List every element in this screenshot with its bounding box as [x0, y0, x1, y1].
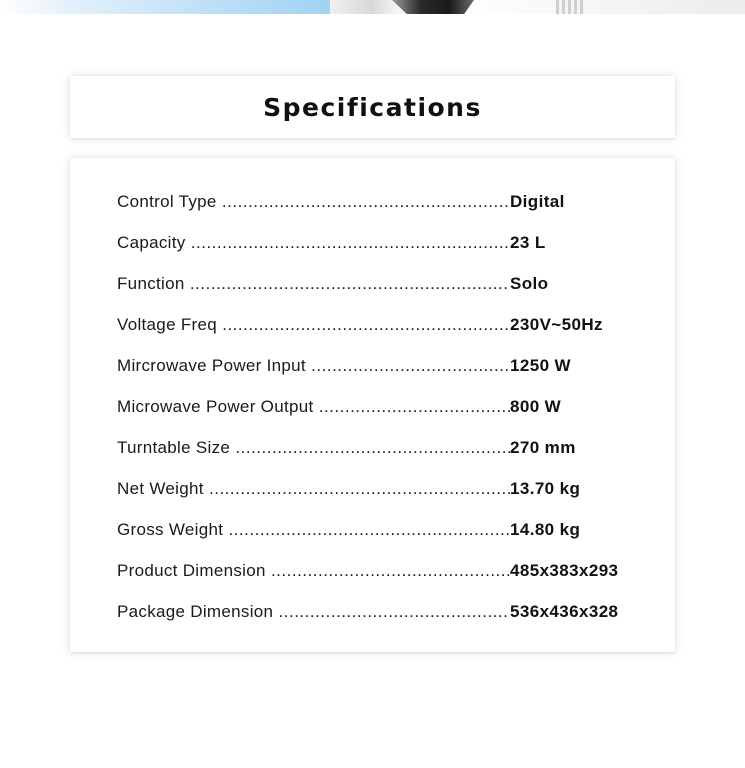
spec-row-control-type: [117, 188, 637, 229]
spec-label: Function .....: [117, 270, 510, 298]
spec-row-product-dimension: [117, 557, 637, 598]
spec-label: Capacity .....: [117, 229, 510, 257]
spec-label: Net Weight .....: [117, 475, 510, 503]
microwave-vent: [556, 0, 584, 14]
photo-background: [0, 0, 340, 14]
spec-row-function: [117, 270, 637, 311]
spec-row-turntable-size: [117, 434, 637, 475]
spec-value: 536x436x328: [510, 602, 619, 621]
spec-row-voltage-freq: [117, 311, 637, 352]
spec-value: 270 mm: [510, 438, 576, 457]
spec-row-capacity: [117, 229, 637, 270]
title-card: [70, 76, 675, 138]
spec-label: Microwave Power Output .....: [117, 393, 510, 421]
spec-label: Voltage Freq .....: [117, 311, 510, 339]
spec-row-net-weight: [117, 475, 637, 516]
specs-card: [70, 158, 675, 652]
spec-list: [117, 188, 637, 639]
spec-value: 14.80 kg: [510, 520, 581, 539]
microwave-body-edge: [330, 0, 745, 14]
spec-value: 800 W: [510, 397, 562, 416]
spec-row-power-output: [117, 393, 637, 434]
page-title: Specifications: [263, 92, 482, 122]
spec-value: Solo: [510, 274, 549, 293]
spec-label: Package Dimension .....: [117, 598, 510, 626]
spec-label: Turntable Size .....: [117, 434, 510, 462]
spec-label: Control Type .....: [117, 188, 510, 216]
spec-value: Digital: [510, 192, 565, 211]
spec-value: 23 L: [510, 233, 546, 252]
spec-label: Mircrowave Power Input .....: [117, 352, 510, 380]
product-photo-edge: [0, 0, 745, 14]
spec-row-power-input: [117, 352, 637, 393]
spec-value: 13.70 kg: [510, 479, 581, 498]
spec-value: 1250 W: [510, 356, 571, 375]
spec-value: 230V~50Hz: [510, 315, 603, 334]
spec-label: Gross Weight .....: [117, 516, 510, 544]
spec-row-gross-weight: [117, 516, 637, 557]
spec-row-package-dimension: [117, 598, 637, 639]
spec-value: 485x383x293: [510, 561, 619, 580]
spec-label: Product Dimension .....: [117, 557, 510, 585]
